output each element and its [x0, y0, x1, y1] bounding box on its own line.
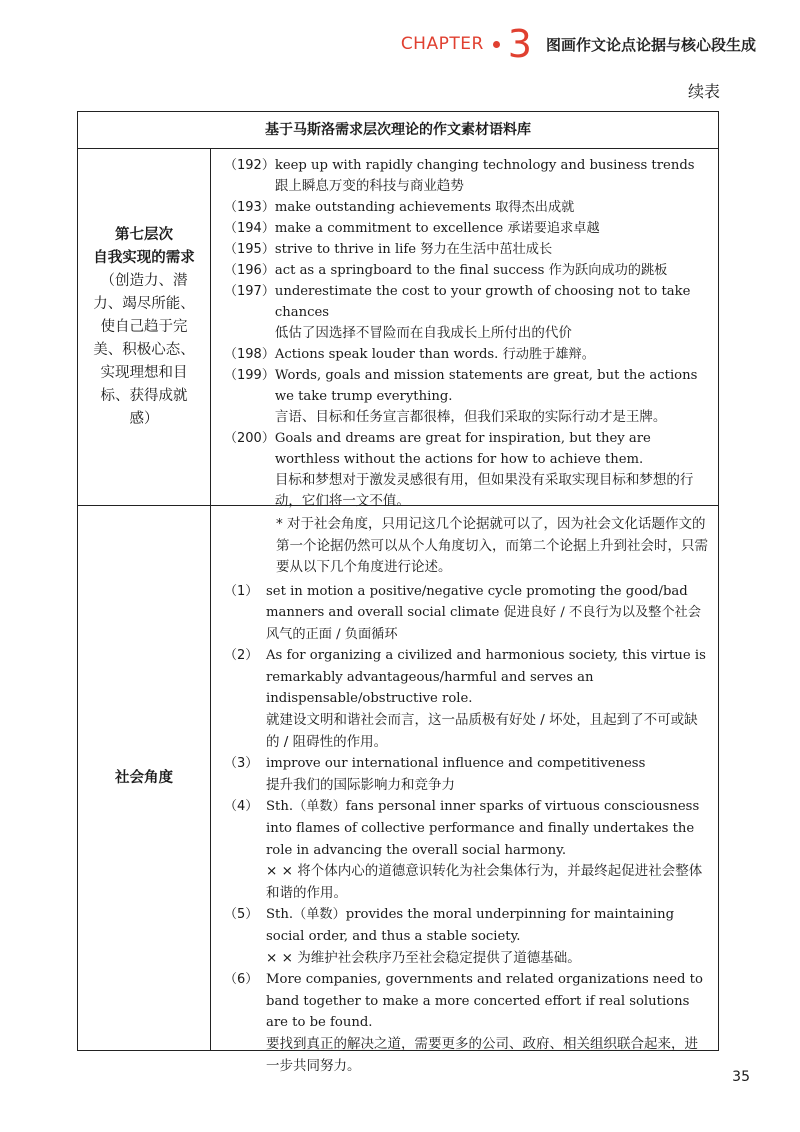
- level-name: 自我实现的需求: [93, 249, 195, 266]
- list-item: [224, 428, 708, 512]
- item-body: [275, 218, 708, 239]
- item-body: [275, 428, 708, 512]
- list-item: [224, 281, 708, 344]
- social-label-cell: [78, 506, 211, 1050]
- social-note: * 对于社会角度，只用记这几个论据就可以了，因为社会文化话题作文的第一个论据仍然可以从个人角度切入，而第二个论据上升到社会时，只需要从以下几个角度进行论述。: [276, 516, 708, 575]
- item-body: [266, 904, 708, 969]
- item-number: （4）: [224, 799, 259, 815]
- social-items: [211, 506, 718, 1074]
- item-number: （194）: [224, 221, 275, 236]
- table-title: 基于马斯洛需求层次理论的作文素材语料库: [78, 112, 718, 149]
- item-number: （3）: [224, 756, 259, 772]
- item-body: [275, 260, 708, 281]
- item-translation: 跟上瞬息万变的科技与商业趋势: [274, 178, 464, 194]
- list-item: [224, 796, 708, 904]
- item-number: （198）: [224, 347, 275, 362]
- item-body: [275, 281, 708, 344]
- item-text: Actions speak louder than words. 行动胜于雄辩。: [274, 347, 595, 362]
- continued-label: 续表: [687, 82, 720, 101]
- item-translation: 目标和梦想对于激发灵感很有用，但如果没有采取实现目标和梦想的行动，它们将一文不值。: [274, 472, 694, 509]
- item-body: [275, 197, 708, 218]
- social-item-list: [224, 581, 708, 1078]
- item-body: [275, 239, 708, 260]
- item-text: Goals and dreams are great for inspiration, but they are worthless without the actions for how to achieve them.: [274, 431, 651, 467]
- item-text: make outstanding achievements 取得杰出成就: [274, 200, 575, 215]
- item-text: keep up with rapidly changing technology and business trends: [274, 158, 695, 173]
- item-translation: × × 将个体内心的道德意识转化为社会集体行为，并最终起促进社会整体和谐的作用。: [266, 863, 703, 901]
- item-number: （199）: [224, 368, 275, 383]
- corpus-table: [77, 111, 719, 1074]
- item-body: [266, 645, 708, 753]
- item-body: [266, 796, 708, 904]
- item-body: [275, 155, 708, 197]
- item-text: Sth.（单数）provides the moral underpinning for maintaining social order, and thus a stable society.: [266, 907, 675, 944]
- list-item: [224, 753, 708, 796]
- social-label: 社会角度: [115, 769, 173, 786]
- item-translation: 要找到真正的解决之道，需要更多的公司、政府、相关组织联合起来，进一步共同努力。: [266, 1035, 698, 1074]
- chapter-header: [400, 22, 756, 66]
- item-text: underestimate the cost to your growth of choosing not to take chances: [274, 284, 691, 320]
- chapter-word: CHAPTER: [400, 34, 484, 54]
- item-text: set in motion a positive/negative cycle promoting the good/bad manners and overall social climate 促进良好 / 不良行为以及整个社会风气的正面 / 负面循环: [266, 583, 701, 642]
- item-body: [266, 969, 708, 1077]
- list-item: [224, 645, 708, 753]
- level-title: 第七层次: [115, 226, 173, 243]
- list-item: [224, 365, 708, 428]
- item-number: （197）: [224, 284, 275, 299]
- item-body: [266, 753, 708, 796]
- item-translation: × × 为维护社会秩序乃至社会稳定提供了道德基础。: [266, 949, 581, 966]
- table-row-social: [78, 506, 718, 1074]
- list-item: [224, 969, 708, 1077]
- list-item: [224, 218, 708, 239]
- page-number: 35: [732, 1069, 750, 1085]
- list-item: [224, 904, 708, 969]
- level-items: [211, 149, 718, 509]
- list-item: [224, 581, 708, 646]
- item-body: [266, 581, 708, 646]
- item-text: strive to thrive in life 努力在生活中茁壮成长: [274, 242, 553, 257]
- item-number: （195）: [224, 242, 275, 257]
- item-number: （2）: [224, 648, 259, 664]
- item-text: improve our international influence and competitiveness: [266, 756, 646, 772]
- item-body: [275, 365, 708, 428]
- list-item: [224, 155, 708, 197]
- item-number: （196）: [224, 263, 275, 278]
- level-description: （创造力、潜力、竭尽所能、使自己趋于完美、积极心态、实现理想和目标、获得成就感）: [93, 272, 195, 427]
- item-number: （200）: [224, 431, 275, 446]
- list-item: [224, 239, 708, 260]
- item-translation: 低估了因选择不冒险而在自我成长上所付出的代价: [274, 325, 572, 341]
- item-body: [275, 344, 708, 365]
- item-text: More companies, governments and related organizations need to band together to make a more concerted effort if real solutions are to be found.: [266, 972, 703, 1031]
- item-translation: 言语、目标和任务宣言都很棒，但我们采取的实际行动才是王牌。: [274, 409, 667, 425]
- item-number: （193）: [224, 200, 275, 215]
- item-number: （5）: [224, 907, 259, 923]
- chapter-title: 图画作文论点论据与核心段生成: [545, 35, 756, 54]
- table-row-level-seven: [78, 149, 718, 509]
- item-number: （1）: [224, 583, 259, 599]
- level-cell: [78, 149, 211, 505]
- chapter-number: 3: [507, 22, 532, 66]
- item-text: act as a springboard to the final success 作为跃向成功的跳板: [274, 263, 668, 278]
- chapter-dot-icon: [493, 41, 500, 48]
- item-text: make a commitment to excellence 承诺要追求卓越: [274, 221, 600, 236]
- list-item: [224, 197, 708, 218]
- list-item: [224, 260, 708, 281]
- item-text: As for organizing a civilized and harmonious society, this virtue is remarkably advantageous/harmful and serves an indispensable/obstructive role.: [266, 648, 706, 707]
- item-text: Sth.（单数）fans personal inner sparks of virtuous consciousness into flames of collective performance and finally undertakes the role in advancing the overall social harmony.: [266, 799, 700, 858]
- item-translation: 就建设文明和谐社会而言，这一品质极有好处 / 坏处，且起到了不可或缺的 / 阻碍性的作用。: [266, 712, 698, 750]
- item-text: Words, goals and mission statements are great, but the actions we take trump everything.: [274, 368, 698, 404]
- item-translation: 提升我们的国际影响力和竞争力: [266, 776, 455, 793]
- list-item: [224, 344, 708, 365]
- item-number: （192）: [224, 158, 275, 173]
- item-number: （6）: [224, 972, 259, 988]
